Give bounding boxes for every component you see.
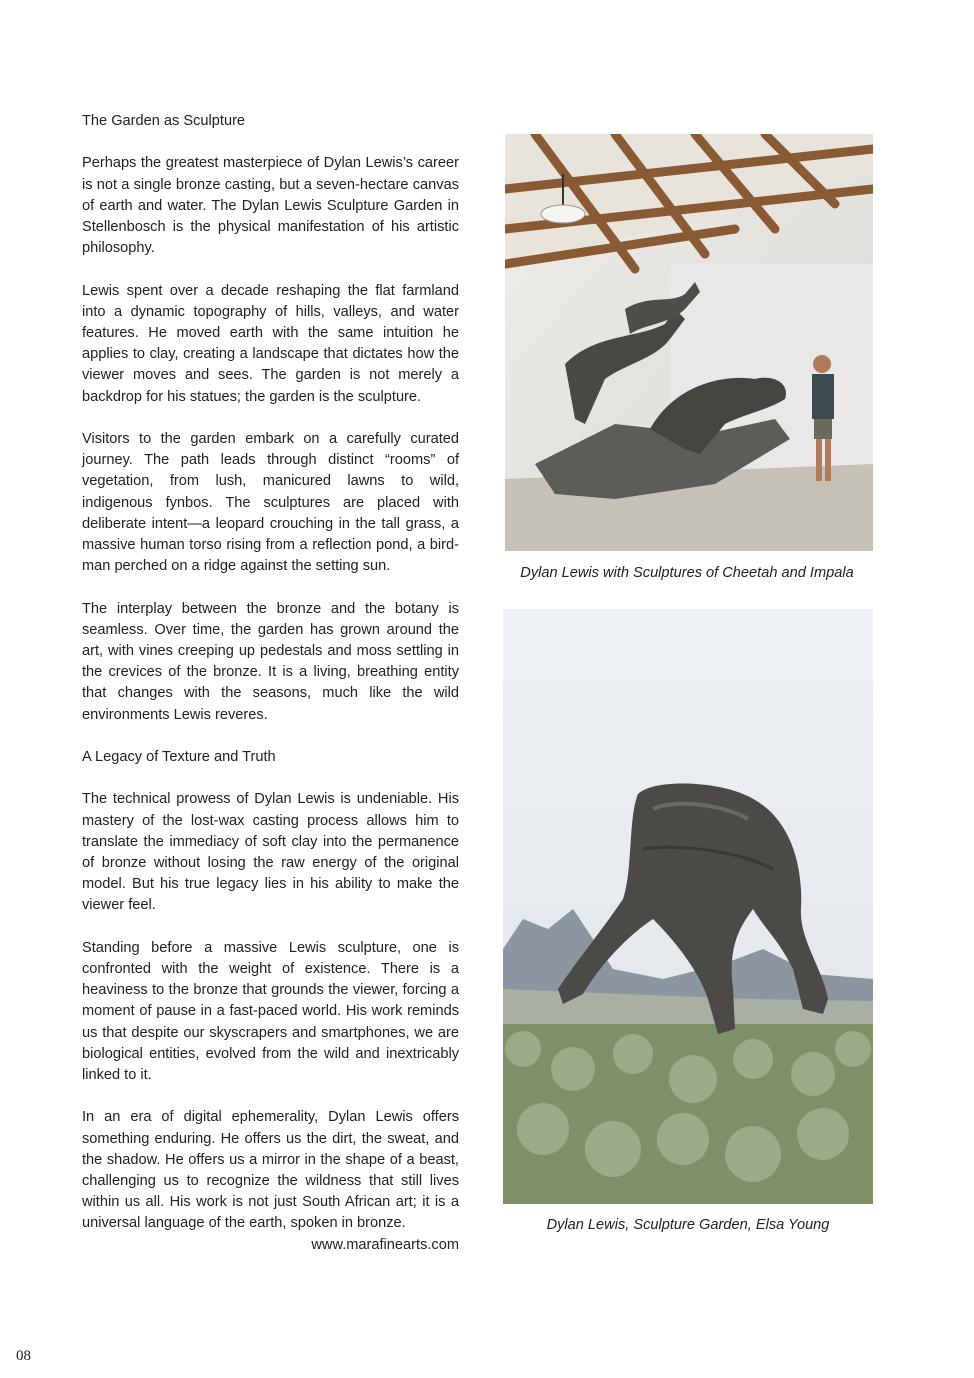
- website-link[interactable]: www.marafinearts.com: [311, 1236, 459, 1253]
- section-heading-garden: The Garden as Sculpture: [82, 113, 246, 129]
- page-number: 08: [16, 1348, 31, 1364]
- paragraph-4: The interplay between the bronze and the botany is seamless. Over time, the garden has grown around the art, with vines creeping up pedestals and moss settling in the crevices of the bronze. It is a living, breathing entity that changes with the seasons, much like the wild environments Lewis reveres.: [82, 600, 459, 723]
- paragraph-6: Standing before a massive Lewis sculpture, one is confronted with the weight of existence. There is a heaviness to the bronze that grounds the viewer, forcing a moment of pause in a fast-paced world. His work reminds us that despite our skyscrapers and smartphones, we are biological entities, evolved from the wild and inextricably linked to it.: [82, 939, 459, 1084]
- paragraph-5: The technical prowess of Dylan Lewis is undeniable. His mastery of the lost-wax casting process allows him to translate the immediacy of soft clay into the permanence of bronze without losing the raw energy of the original model. But his true legacy lies in his ability to make the viewer feel.: [82, 791, 459, 914]
- article-column: [82, 111, 459, 1256]
- studio-photo: [505, 134, 873, 551]
- caption-garden-photo: Dylan Lewis, Sculpture Garden, Elsa Young: [546, 1217, 830, 1233]
- paragraph-7: In an era of digital ephemerality, Dylan Lewis offers something enduring. He offers us the dirt, the sweat, and the shadow. He offers us a mirror in the shape of a beast, challenging us to recognize the wildness that still lives within us all. His work is not just South African art; it is a universal language of the earth, spoken in bronze.: [82, 1109, 459, 1232]
- caption-studio-photo: Dylan Lewis with Sculptures of Cheetah and Impala: [520, 565, 854, 581]
- garden-photo: [503, 609, 873, 1204]
- paragraph-1: Perhaps the greatest masterpiece of Dylan Lewis’s career is not a single bronze casting, but a seven-hectare canvas of earth and water. The Dylan Lewis Sculpture Garden in Stellenbosch is the physical manifestation of his artistic philosophy.: [82, 155, 459, 257]
- studio-photo-illustration: [505, 134, 873, 551]
- paragraph-3: Visitors to the garden embark on a carefully curated journey. The path leads through distinct “rooms” of vegetation, from lush, manicured lawns to wild, indigenous fynbos. The sculptures are placed with deliberate intent—a leopard crouching in the tall grass, a massive human torso rising from a reflection pond, a bird-man perched on a ridge against the setting sun.: [82, 431, 459, 575]
- section-heading-legacy: A Legacy of Texture and Truth: [82, 749, 276, 766]
- garden-photo-illustration: [503, 609, 873, 1204]
- paragraph-2: Lewis spent over a decade reshaping the flat farmland into a dynamic topography of hills, valleys, and water features. He moved earth with the same intuition he applies to clay, creating a landscape that dictates how the viewer moves and sees. The garden is not merely a backdrop for his statues; the garden is the sculpture.: [82, 282, 459, 405]
